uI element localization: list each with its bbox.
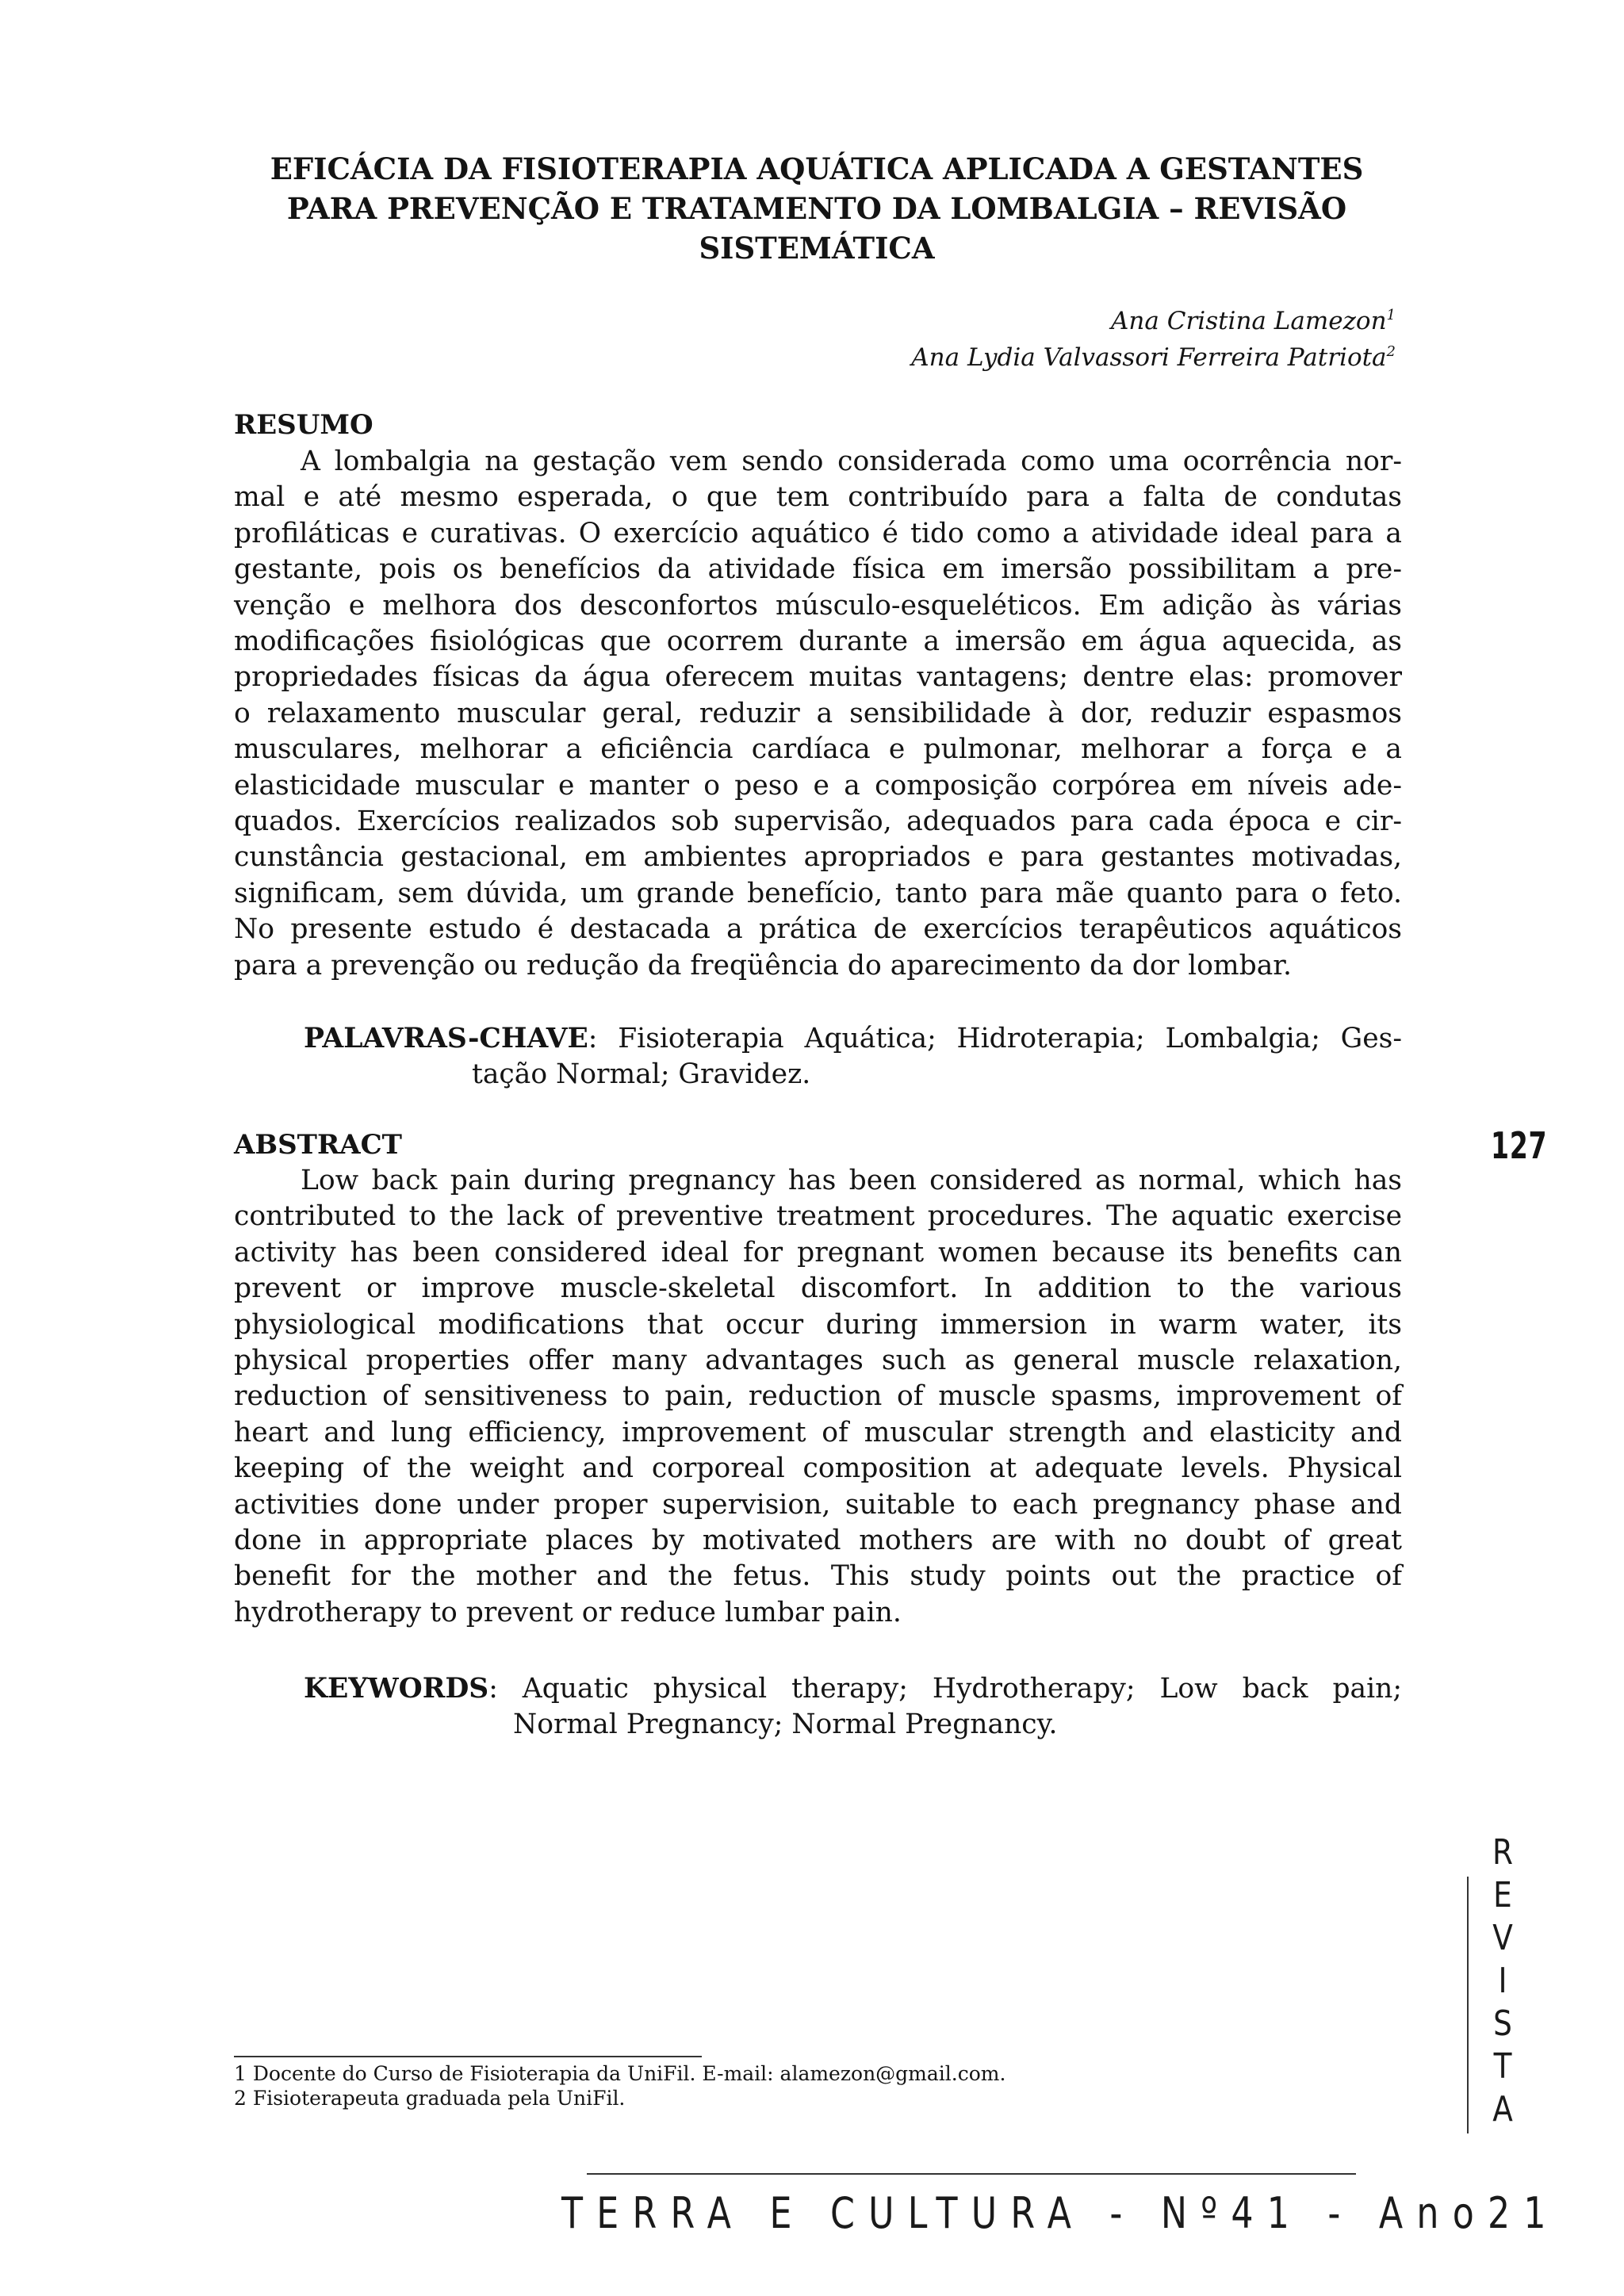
sidebar-letter: T bbox=[1493, 2046, 1512, 2087]
resumo-line: profiláticas e curativas. O exercício aquático é tido como a atividade ideal para a bbox=[234, 517, 1402, 549]
resumo-heading: RESUMO bbox=[234, 409, 373, 441]
author-list bbox=[603, 303, 1396, 376]
abstract-line: prevent or improve muscle-skeletal discomfort. In addition to the various bbox=[234, 1272, 1402, 1305]
resumo-line: mal e até mesmo esperada, o que tem contribuído para a falta de condutas bbox=[234, 481, 1402, 514]
resumo-line: o relaxamento muscular geral, reduzir a sensibilidade à dor, reduzir espasmos bbox=[234, 697, 1402, 729]
sidebar-letter: S bbox=[1493, 2003, 1512, 2044]
palavras-chave-continuation: tação Normal; Gravidez. bbox=[472, 1058, 811, 1091]
abstract-line: activities done under proper supervision, suitable to each pregnancy phase and bbox=[234, 1488, 1402, 1521]
author bbox=[603, 339, 1396, 376]
resumo-line: musculares, melhorar a eficiência cardíaca e pulmonar, melhorar a força e a bbox=[234, 733, 1402, 766]
sidebar-letter: I bbox=[1498, 1961, 1507, 2001]
sidebar-letter: V bbox=[1492, 1918, 1513, 1958]
keywords-text: : Aquatic physical therapy; Hydrotherapy; Low back pain; bbox=[488, 1673, 1402, 1705]
resumo-line: elasticidade muscular e manter o peso e a composição corpórea em níveis ade- bbox=[234, 769, 1402, 802]
article-title bbox=[238, 149, 1396, 268]
author-footnote-marker: 1 bbox=[1386, 307, 1396, 323]
journal-footer: TERRA E CULTURA - Nº41 - Ano21 bbox=[561, 2188, 1560, 2238]
resumo-line: gestante, pois os benefícios da atividade física em imersão possibilitam a pre- bbox=[234, 553, 1402, 586]
resumo-body bbox=[234, 444, 1402, 984]
abstract-line: Low back pain during pregnancy has been considered as normal, which has bbox=[301, 1165, 1402, 1196]
keywords-continuation: Normal Pregnancy; Normal Pregnancy. bbox=[513, 1709, 1058, 1741]
keywords-line bbox=[304, 1671, 1402, 1707]
title-line: PARA PREVENÇÃO E TRATAMENTO DA LOMBALGIA – REVISÃO bbox=[286, 191, 1347, 226]
author-name: Ana Lydia Valvassori Ferreira Patriota bbox=[911, 343, 1387, 372]
palavras-chave-line bbox=[304, 1021, 1402, 1057]
palavras-chave bbox=[304, 1021, 1402, 1093]
footnote-divider bbox=[234, 2056, 702, 2057]
abstract-line: done in appropriate places by motivated mothers are with no doubt of great bbox=[234, 1525, 1402, 1557]
resumo-line: No presente estudo é destacada a prática de exercícios terapêuticos aquáticos bbox=[234, 913, 1402, 946]
abstract-line: contributed to the lack of preventive treatment procedures. The aquatic exercise bbox=[234, 1200, 1402, 1233]
resumo-line: venção e melhora dos desconfortos músculo-esqueléticos. Em adição às várias bbox=[234, 589, 1402, 622]
footnotes bbox=[234, 2061, 1185, 2110]
author bbox=[603, 303, 1396, 339]
resumo-line: cunstância gestacional, em ambientes apropriados e para gestantes motivadas, bbox=[234, 841, 1402, 874]
abstract-line: keeping of the weight and corporeal composition at adequate levels. Physical bbox=[234, 1452, 1402, 1485]
resumo-line: quados. Exercícios realizados sob supervisão, adequados para cada época e cir- bbox=[234, 806, 1402, 838]
sidebar-letter: A bbox=[1492, 2089, 1513, 2130]
resumo-line: propriedades físicas da água oferecem muitas vantagens; dentre elas: promover bbox=[234, 661, 1402, 694]
abstract-heading: ABSTRACT bbox=[234, 1129, 402, 1161]
abstract-line: activity has been considered ideal for pregnant women because its benefits can bbox=[234, 1236, 1402, 1269]
author-footnote-marker: 2 bbox=[1386, 343, 1396, 360]
abstract-line: heart and lung efficiency, improvement of muscular strength and elasticity and bbox=[234, 1416, 1402, 1448]
footer-divider bbox=[587, 2173, 1356, 2175]
resumo-line: modificações fisiológicas que ocorrem durante a imersão em água aquecida, as bbox=[234, 626, 1402, 658]
sidebar-letter: R bbox=[1492, 1832, 1513, 1873]
abstract-line: physiological modifications that occur during immersion in warm water, its bbox=[234, 1308, 1402, 1341]
abstract-line: hydrotherapy to prevent or reduce lumbar pain. bbox=[234, 1596, 902, 1628]
footnote: 1 Docente do Curso de Fisioterapia da UniFil. E-mail: alamezon@gmail.com. bbox=[234, 2062, 1006, 2085]
abstract-body bbox=[234, 1163, 1402, 1631]
sidebar-divider bbox=[1467, 1877, 1469, 2133]
palavras-chave-label: PALAVRAS-CHAVE bbox=[304, 1023, 588, 1054]
author-name: Ana Cristina Lamezon bbox=[1111, 307, 1387, 335]
sidebar-letter: E bbox=[1493, 1875, 1512, 1915]
revista-vertical-label bbox=[1479, 1831, 1526, 2131]
title-line: SISTEMÁTICA bbox=[699, 231, 935, 266]
resumo-line: para a prevenção ou redução da freqüência do aparecimento da dor lombar. bbox=[234, 949, 1292, 982]
abstract-line: physical properties offer many advantages such as general muscle relaxation, bbox=[234, 1345, 1402, 1377]
keywords-label: KEYWORDS bbox=[304, 1673, 489, 1705]
footnote: 2 Fisioterapeuta graduada pela UniFil. bbox=[234, 2087, 626, 2110]
resumo-line: significam, sem dúvida, um grande benefício, tanto para mãe quanto para o feto. bbox=[234, 877, 1402, 909]
resumo-line: A lombalgia na gestação vem sendo considerada como uma ocorrência nor- bbox=[301, 446, 1402, 477]
title-line: EFICÁCIA DA FISIOTERAPIA AQUÁTICA APLICADA A GESTANTES bbox=[270, 151, 1364, 186]
keywords bbox=[304, 1671, 1402, 1743]
page-number: 127 bbox=[1491, 1124, 1548, 1167]
abstract-line: benefit for the mother and the fetus. This study points out the practice of bbox=[234, 1560, 1402, 1593]
palavras-chave-text: : Fisioterapia Aquática; Hidroterapia; Lombalgia; Ges- bbox=[588, 1023, 1402, 1054]
abstract-line: reduction of sensitiveness to pain, reduction of muscle spasms, improvement of bbox=[234, 1380, 1402, 1413]
